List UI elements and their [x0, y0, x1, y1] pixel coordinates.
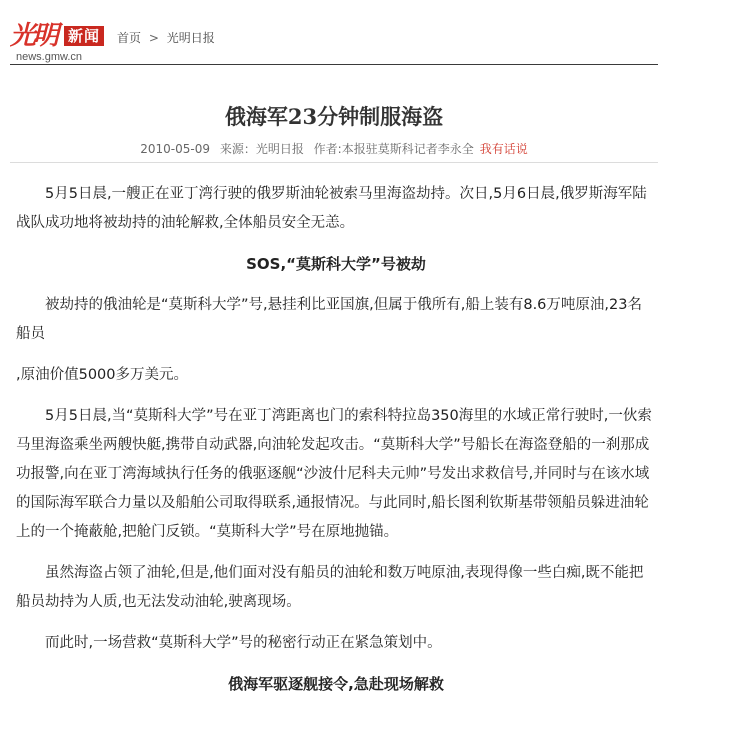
article-meta	[10, 140, 658, 158]
paragraph-2: 被劫持的俄油轮是“莫斯科大学”号,悬挂利比亚国旗,但属于俄所有,船上装有8.6万吨原油,23名船员	[16, 297, 642, 342]
breadcrumb	[117, 30, 215, 46]
paragraph-1: 5月5日晨,一艘正在亚丁湾行驶的俄罗斯油轮被索马里海盗劫持。次日,5月6日晨,俄罗斯海军陆战队成功地将被劫持的油轮解救,全体船员安全无恙。	[16, 186, 647, 231]
subheading-1: SOS,“莫斯科大学”号被劫	[246, 255, 426, 273]
logo-url: news.gmw.cn	[16, 51, 83, 63]
paragraph-5: 虽然海盗占领了油轮,但是,他们面对没有船员的油轮和数万吨原油,表现得像一些白痴,既不能把船员劫持为人质,也无法发动油轮,驶离现场。	[16, 565, 644, 610]
breadcrumb-separator: >	[148, 31, 159, 45]
paragraph-6: 而此时,一场营救“莫斯科大学”号的秘密行动正在紧急策划中。	[45, 635, 442, 651]
logo-guangming: 光明	[10, 21, 57, 51]
article-date: 2010-05-09	[140, 142, 210, 156]
logo-news-badge: 新闻	[64, 26, 104, 46]
meta-divider	[10, 162, 658, 163]
subheading-2: 俄海军驱逐舰接令,急赴现场解救	[228, 675, 444, 693]
paragraph-4: 5月5日晨,当“莫斯科大学”号在亚丁湾距离也门的索科特拉岛350海里的水域正常行驶时,一伙索马里海盗乘坐两艘快艇,携带自动武器,向油轮发起攻击。“莫斯科大学”号船长在海盗登船的一刹那成功报警,向在亚丁湾海域执行任务的俄驱逐舰“沙波什尼科夫元帅”号发出求救信号,并同时与在该水域的国际海军联合力量以及船舶公司取得联系,通报情况。与此同时,船长图利钦斯基带领船员躲进油轮上的一个掩蔽舱,把舱门反锁。“莫斯科大学”号在原地抛锚。	[16, 408, 652, 540]
header-divider	[10, 64, 658, 65]
breadcrumb-home-link[interactable]: 首页	[117, 31, 142, 45]
article-title: 俄海军23分钟制服海盗	[224, 104, 444, 130]
comment-link[interactable]: 我有话说	[479, 142, 528, 156]
site-header	[10, 18, 658, 66]
paragraph-3: ,原油价值5000多万美元。	[16, 367, 189, 383]
article-author: 作者:本报驻莫斯科记者李永全	[313, 142, 474, 156]
site-logo[interactable]	[10, 22, 110, 64]
article-body	[16, 180, 656, 711]
article-source: 来源：光明日报	[219, 142, 304, 156]
breadcrumb-section-link[interactable]: 光明日报	[166, 31, 215, 45]
